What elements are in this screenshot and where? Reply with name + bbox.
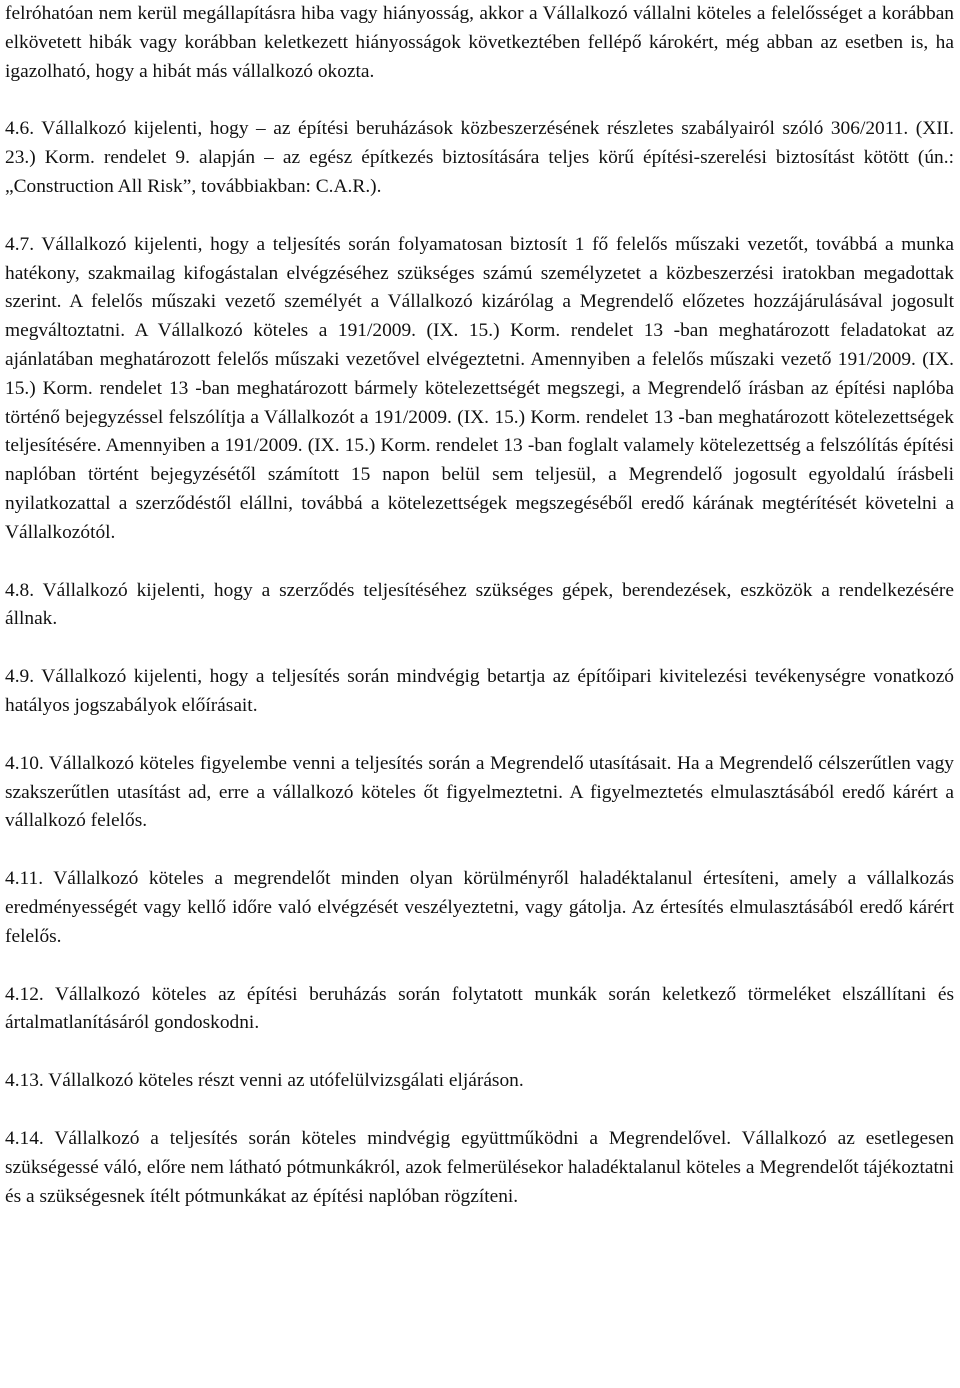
paragraph-4-14: 4.14. Vállalkozó a teljesítés során köteles mindvégig együttműködni a Megrendelővel. Vállalkozó az esetlegesen szükségessé váló, előre nem látható pótmunkákról, azok felmerülésekor haladéktalanul köteles a Megrendelőt tájékoztatni és a szükségesnek ítélt pótmunkákat az építési naplóban rögzíteni.: [5, 1127, 954, 1207]
paragraph-4-9: 4.9. Vállalkozó kijelenti, hogy a teljesítés során mindvégig betartja az építőipari kivitelezési tevékenységre vonatkozó hatályos jogszabályok előírásait.: [5, 666, 954, 716]
paragraph-4-8: 4.8. Vállalkozó kijelenti, hogy a szerződés teljesítéséhez szükséges gépek, berendezések, eszközök a rendelkezésére állnak.: [5, 579, 954, 630]
paragraph-4-6: 4.6. Vállalkozó kijelenti, hogy – az építési beruházások közbeszerzésének részletes szabályairól szóló 306/2011. (XII. 23.) Korm. rendelet 9. alapján – az egész építkezés biztosítására teljes körű építési-szerelési biztosítást kötött (ún.: „Construction All Risk”, továbbiakban: C.A.R.).: [5, 118, 954, 197]
paragraph-4-10: 4.10. Vállalkozó köteles figyelembe venni a teljesítés során a Megrendelő utasításait. Ha a Megrendelő célszerűtlen vagy szakszerűtlen utasítást ad, erre a vállalkozó köteles őt figyelmeztetni. A figyelmeztetés elmulasztásából eredő kárért a vállalkozó felelős.: [5, 752, 954, 832]
paragraph-4-12: 4.12. Vállalkozó köteles az építési beruházás során folytatott munkák során keletkező törmeléket elszállítani és ártalmatlanításáról gondoskodni.: [5, 983, 954, 1034]
paragraph-4-7: 4.7. Vállalkozó kijelenti, hogy a teljesítés során folyamatosan biztosít 1 fő felelős műszaki vezetőt, továbbá a munka hatékony, szakmailag kifogástalan elvégzéséhez szükséges számú személyzetet a közbeszerzési iratokban megadottak szerint. A felelős műszaki vezető személyét a Vállalkozó kizárólag a Megrendelő előzetes hozzájárulásával jogosult megváltoztatni. A Vállalkozó köteles a 191/2009. (IX. 15.) Korm. rendelet 13 -ban meghatározott feladatokat az ajánlatában meghatározott felelős műszaki vezetővel elvégeztetni. Amennyiben a felelős műszaki vezető 191/2009. (IX. 15.) Korm. rendelet 13 -ban meghatározott bármely kötelezettségét megszegi, a Megrendelő írásban az építési naplóba történő bejegyzéssel felszólítja a Vállalkozót a 191/2009. (IX. 15.) Korm. rendelet 13 -ban meghatározott kötelezettségek teljesítésére. Amennyiben a 191/2009. (IX. 15.) Korm. rendelet 13 -ban foglalt valamely kötelezettség a felszólítás építési naplóban történt bejegyzésétől számított 15 napon belül sem teljesül, a Megrendelő jogosult egyoldalú írásbeli nyilatkozattal a szerződéstől elállni, továbbá a kötelezettségek megszegéséből eredő kárának megtérítését követelni a Vállalkozótól.: [5, 233, 954, 543]
paragraph-4-13: 4.13. Vállalkozó köteles részt venni az utófelülvizsgálati eljáráson.: [5, 1070, 524, 1092]
paragraph-4-11: 4.11. Vállalkozó köteles a megrendelőt minden olyan körülményről haladéktalanul értesíteni, amely a vállalkozás eredményességét vagy kellő időre való elvégzését veszélyeztetni, vagy gátolja. Az értesítés elmulasztásából eredő kárért felelős.: [5, 868, 954, 947]
paragraph-continuation: felróhatóan nem kerül megállapításra hiba vagy hiányosság, akkor a Vállalkozó vállalni köteles a felelősséget a korábban elkövetett hibák vagy korábban keletkezett hiányosságok következtében fellépő károkért, még abban az esetben is, ha igazolható, hogy a hibát más vállalkozó okozta.: [5, 3, 954, 82]
